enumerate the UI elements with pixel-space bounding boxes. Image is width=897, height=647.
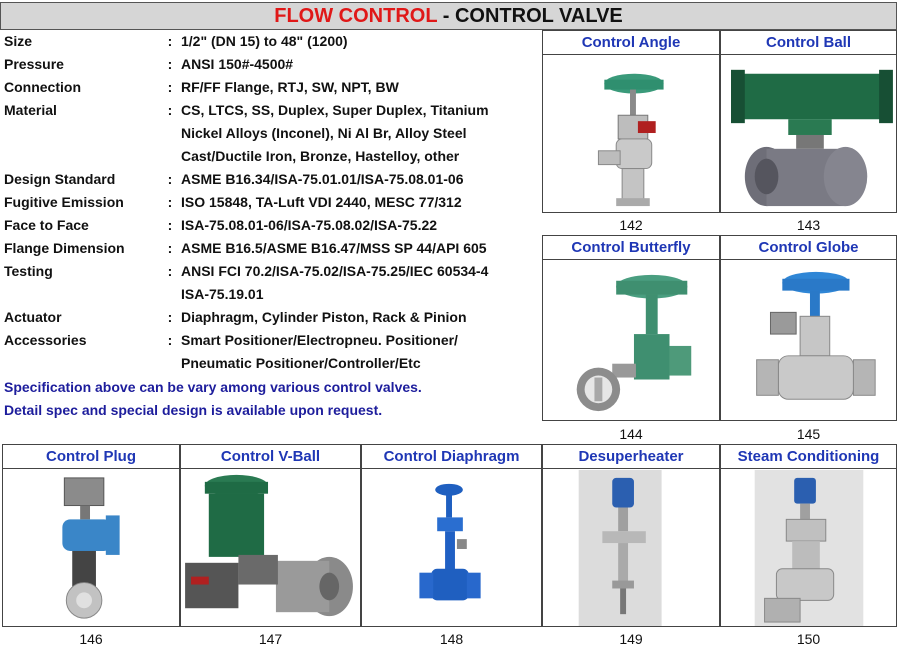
spec-row (4, 329, 539, 352)
product-number: 148 (439, 631, 464, 647)
product-number: 150 (796, 631, 821, 647)
spec-colon (159, 352, 181, 375)
spec-row (4, 191, 539, 214)
steam-conditioning-photo (721, 470, 896, 626)
spec-value: 1/2" (DN 15) to 48" (1200) (181, 33, 348, 49)
product-title: Control Angle (543, 31, 719, 55)
spec-row (4, 99, 539, 122)
spec-value: Smart Positioner/Electropneu. Positioner/ (181, 332, 458, 348)
spec-label: Size (4, 33, 33, 49)
product-card-control-plug (2, 444, 180, 627)
spec-row (4, 168, 539, 191)
product-title: Control Plug (3, 445, 179, 469)
product-title: Control V-Ball (181, 445, 360, 469)
product-number: 147 (258, 631, 283, 647)
spec-value: CS, LTCS, SS, Duplex, Super Duplex, Titanium (181, 102, 489, 118)
spec-note-1: Specification above can be vary among various control valves. (4, 379, 422, 395)
title-flow-control: FLOW CONTROL (274, 5, 438, 27)
product-card-control-diaphragm (361, 444, 542, 627)
angle-valve-photo (543, 56, 719, 212)
spec-colon: : (167, 79, 173, 95)
spec-label: Design Standard (4, 171, 116, 187)
spec-label (4, 122, 159, 145)
product-card-control-angle (542, 30, 720, 213)
spec-label: Material (4, 102, 57, 118)
spec-value: ASME B16.5/ASME B16.47/MSS SP 44/API 605 (181, 240, 487, 256)
product-card-desuperheater (542, 444, 720, 627)
spec-colon: : (167, 194, 173, 210)
product-number: 145 (796, 426, 821, 442)
product-card-steam-conditioning (720, 444, 897, 627)
spec-label (4, 145, 159, 168)
spec-note-2: Detail spec and special design is available upon request. (4, 402, 383, 418)
spec-label (4, 352, 159, 375)
spec-row (4, 122, 539, 145)
spec-value: Pneumatic Positioner/Controller/Etc (181, 355, 421, 371)
ball-valve-photo (721, 56, 896, 212)
spec-label: Actuator (4, 309, 62, 325)
spec-colon: : (167, 56, 173, 72)
product-card-control-butterfly (542, 235, 720, 421)
spec-row (4, 214, 539, 237)
desuperheater-photo (543, 470, 719, 626)
spec-row (4, 237, 539, 260)
spec-colon (159, 145, 181, 168)
spec-colon: : (167, 217, 173, 233)
product-card-control-v-ball (180, 444, 361, 627)
plug-valve-photo (3, 470, 179, 626)
spec-label: Fugitive Emission (4, 194, 124, 210)
spec-row (4, 283, 539, 306)
product-number: 146 (79, 631, 103, 647)
diaphragm-valve-photo (362, 470, 541, 626)
spec-colon: : (167, 33, 173, 49)
spec-value: Cast/Ductile Iron, Bronze, Hastelloy, other (181, 148, 460, 164)
spec-value: Nickel Alloys (Inconel), Ni Al Br, Alloy Steel (181, 125, 467, 141)
product-title: Control Globe (721, 236, 896, 260)
spec-label (4, 283, 159, 306)
spec-colon: : (167, 102, 173, 118)
spec-row (4, 145, 539, 168)
spec-value: ISA-75.19.01 (181, 286, 264, 302)
spec-label: Flange Dimension (4, 240, 125, 256)
product-title: Steam Conditioning (721, 445, 896, 469)
product-title: Control Diaphragm (362, 445, 541, 469)
product-number: 149 (619, 631, 643, 647)
spec-colon (159, 283, 181, 306)
spec-value: RF/FF Flange, RTJ, SW, NPT, BW (181, 79, 399, 95)
spec-row (4, 30, 539, 53)
spec-colon (159, 122, 181, 145)
spec-row (4, 306, 539, 329)
spec-value: ANSI 150#-4500# (181, 56, 294, 72)
spec-colon: : (167, 332, 173, 348)
product-title: Desuperheater (543, 445, 719, 469)
product-card-control-ball (720, 30, 897, 213)
spec-label: Testing (4, 263, 53, 279)
spec-label: Pressure (4, 56, 64, 72)
product-number: 143 (796, 217, 821, 233)
spec-colon: : (167, 263, 173, 279)
product-number: 142 (619, 217, 643, 233)
spec-value: ANSI FCI 70.2/ISA-75.02/ISA-75.25/IEC 60534-4 (181, 263, 489, 279)
spec-value: ASME B16.34/ISA-75.01.01/ISA-75.08.01-06 (181, 171, 464, 187)
spec-colon: : (167, 171, 173, 187)
title-control-valve: - CONTROL VALVE (437, 5, 623, 27)
spec-row (4, 76, 539, 99)
spec-label: Accessories (4, 332, 87, 348)
spec-label: Face to Face (4, 217, 89, 233)
page-title (0, 2, 897, 30)
spec-value: ISO 15848, TA-Luft VDI 2440, MESC 77/312 (181, 194, 462, 210)
product-card-control-globe (720, 235, 897, 421)
product-number: 144 (619, 426, 643, 442)
spec-table (4, 30, 539, 375)
spec-label: Connection (4, 79, 81, 95)
butterfly-valve-photo (543, 261, 719, 420)
spec-row (4, 260, 539, 283)
globe-valve-photo (721, 261, 896, 420)
product-title: Control Ball (721, 31, 896, 55)
spec-row (4, 352, 539, 375)
spec-value: ISA-75.08.01-06/ISA-75.08.02/ISA-75.22 (181, 217, 438, 233)
spec-colon: : (167, 309, 173, 325)
product-title: Control Butterfly (543, 236, 719, 260)
spec-row (4, 53, 539, 76)
spec-value: Diaphragm, Cylinder Piston, Rack & Pinion (181, 309, 467, 325)
spec-colon: : (167, 240, 173, 256)
v-ball-valve-photo (181, 470, 360, 626)
